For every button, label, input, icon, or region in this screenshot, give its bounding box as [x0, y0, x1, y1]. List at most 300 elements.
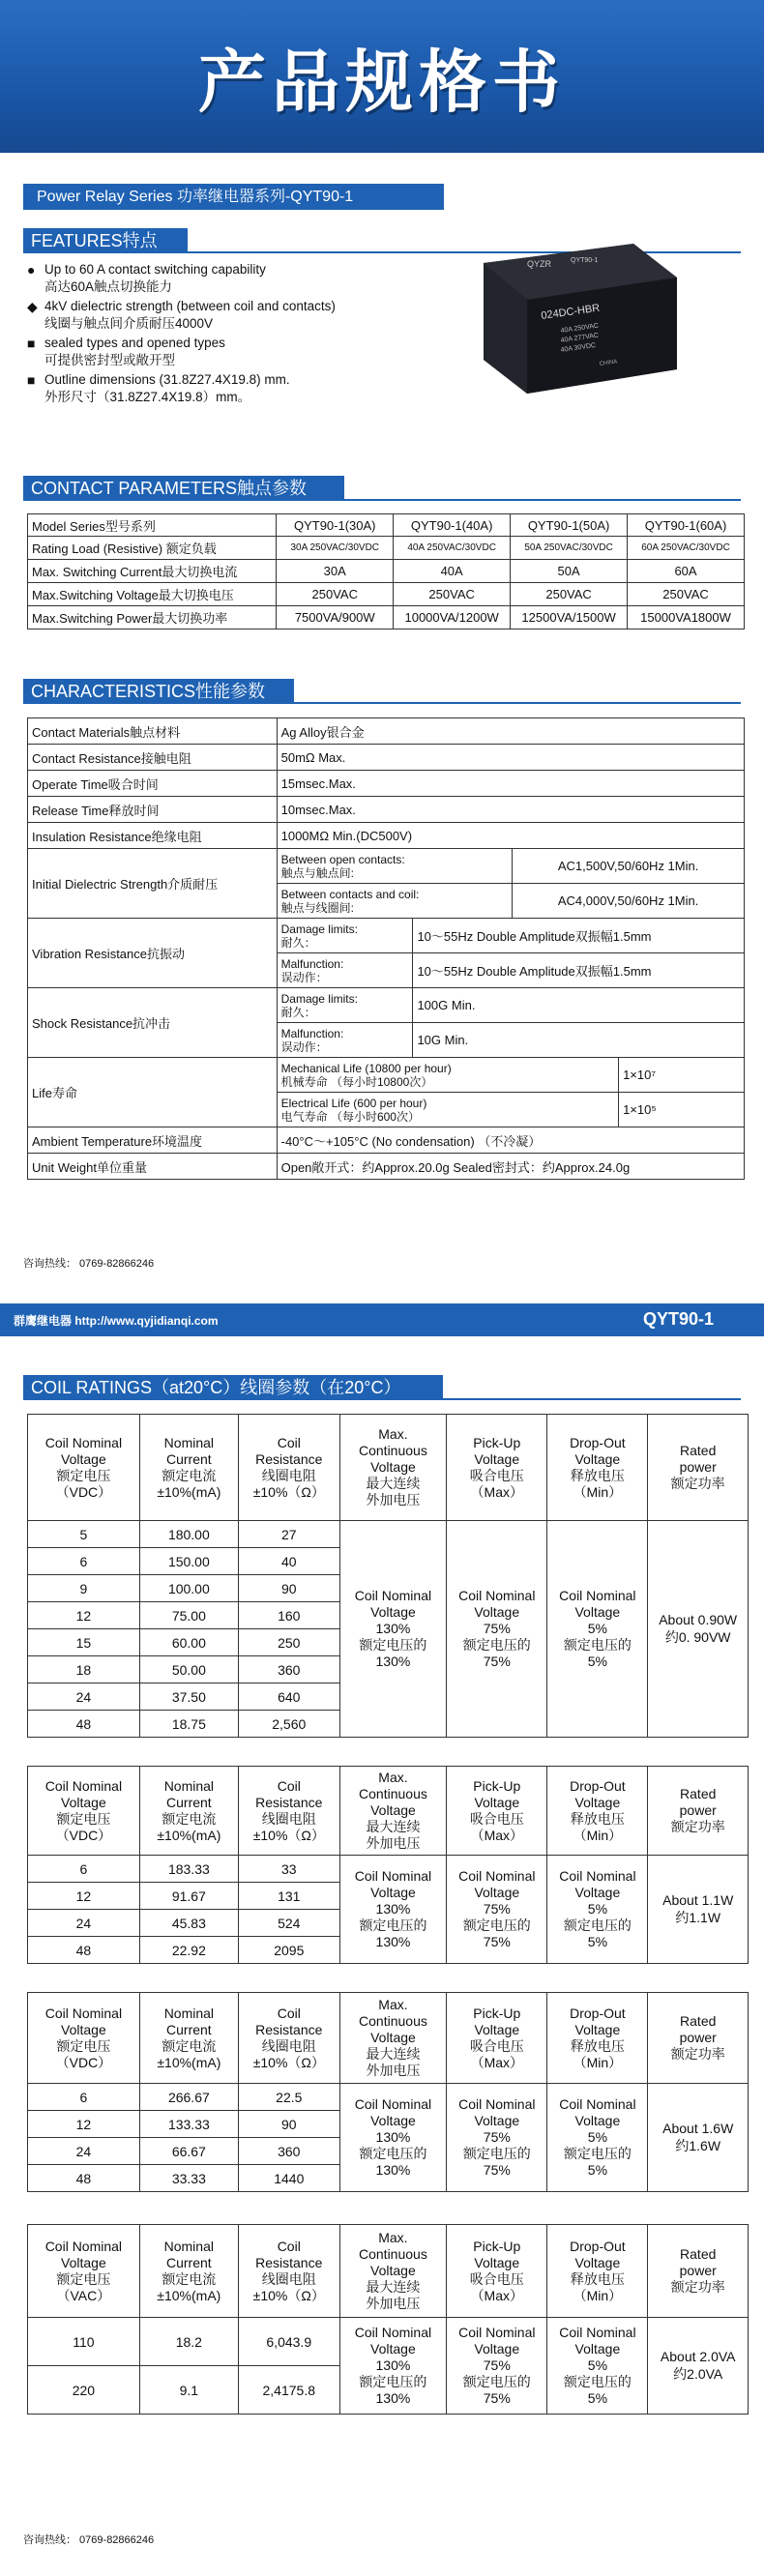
header-line: ±10%(mA) — [157, 2287, 221, 2303]
table-cell: 33 — [238, 1856, 339, 1883]
header-line: Nominal — [163, 1434, 215, 1450]
features-list — [27, 261, 453, 408]
table-cell: Unit Weight单位重量 — [28, 1154, 278, 1180]
coil-header: COIL RATINGS（at20°C）线圈参数（在20°C） — [23, 1375, 443, 1400]
column-header — [339, 1415, 447, 1521]
merged-cell — [547, 2084, 648, 2192]
header-line: ±10%(mA) — [157, 1483, 221, 1500]
table-cell: Initial Dielectric Strength介质耐压 — [28, 849, 278, 919]
cell-line: Coil Nominal — [458, 1868, 536, 1884]
cell-line: About 1.1W — [662, 1891, 734, 1908]
feature-cn: 外形尺寸（31.8Z27.4X19.8）mm。 — [44, 390, 251, 404]
header-line: Nominal — [163, 1777, 215, 1794]
column-header — [447, 1415, 547, 1521]
column-header — [447, 1993, 547, 2084]
table-row — [28, 1856, 749, 1883]
cell-line: 额定电压的 — [359, 1917, 427, 1933]
table-cell: 91.67 — [139, 1883, 238, 1910]
rated-power-cell — [648, 2318, 749, 2415]
header-line: 最大连续 — [366, 1819, 421, 1834]
table-row — [28, 514, 745, 537]
header-line: 外加电压 — [366, 1835, 421, 1851]
table-header-row — [28, 2225, 749, 2318]
cell-line: 130% — [375, 2162, 411, 2178]
cell-line: 额定电压的 — [563, 2374, 632, 2389]
cell-line: 130% — [375, 1621, 411, 1636]
bullet-icon: ● — [27, 262, 36, 278]
header-line: 额定电压 — [56, 1467, 111, 1483]
cell-line: Coil Nominal — [559, 1588, 636, 1603]
table-row — [28, 797, 745, 823]
relay-rating-1: 40A 250VAC — [560, 322, 600, 335]
column-header — [447, 1767, 547, 1856]
header-line: Continuous — [359, 2013, 427, 2029]
feature-cn: 高达60A触点切换能力 — [44, 279, 173, 294]
relay-model: QYT90-1 — [571, 257, 599, 264]
header-line: 最大连续 — [366, 1476, 421, 1491]
table-cell: 133.33 — [139, 2111, 238, 2138]
cell-line: 5% — [587, 2357, 608, 2373]
header-line: Coil — [277, 1777, 301, 1794]
hotline-text: 咨询热线： 0769-82866246 — [23, 1258, 155, 1270]
cell-line: 额定电压的 — [462, 2146, 531, 2161]
table-cell: 60A — [628, 560, 745, 583]
header-line: Resistance — [255, 2021, 323, 2037]
cell-line: 75% — [483, 1934, 511, 1949]
column-header — [547, 2225, 648, 2318]
table-cell: Vibration Resistance抗振动 — [28, 919, 278, 988]
header-line: Continuous — [359, 1443, 427, 1458]
cell-line: Coil Nominal — [458, 1588, 536, 1603]
table-row — [28, 919, 745, 953]
header-line: 释放电压 — [570, 2037, 625, 2054]
table-cell: Shock Resistance抗冲击 — [28, 988, 278, 1058]
table-row — [28, 745, 745, 771]
header-line: （VAC） — [56, 2287, 111, 2303]
header-line: 最大连续 — [366, 2279, 421, 2295]
table-cell: 9 — [28, 1575, 140, 1602]
table-cell: 1×10⁷ — [619, 1058, 745, 1093]
table-cell: Life寿命 — [28, 1058, 278, 1127]
header-line: 吸合电压 — [469, 2270, 524, 2287]
relay-rating-2: 40A 277VAC — [560, 332, 600, 344]
cell-line: 75% — [483, 1901, 511, 1917]
table-cell: QYT90-1(40A) — [394, 514, 511, 537]
header-line: Voltage — [61, 2254, 106, 2270]
table-cell: 266.67 — [139, 2084, 238, 2111]
header-line: Max. — [378, 1770, 408, 1785]
coil-table — [27, 1414, 749, 1738]
cell-line: Voltage — [474, 1885, 520, 1900]
table-cell: 183.33 — [139, 1856, 238, 1883]
rated-power-cell — [648, 1856, 749, 1964]
header-line: 外加电压 — [366, 2063, 421, 2078]
cell-line: 130% — [375, 1934, 411, 1949]
sub-label: 机械寿命 （每小时10800次） — [280, 1074, 433, 1089]
table-cell: 12 — [28, 2111, 140, 2138]
coil-table — [27, 2224, 749, 2415]
column-header — [648, 1993, 749, 2084]
table-cell — [277, 919, 413, 953]
column-header — [339, 1767, 447, 1856]
header-line: （Min） — [573, 1827, 623, 1843]
cell-line: 约1.6W — [675, 2137, 721, 2153]
footer-bar — [0, 1303, 764, 1336]
table-cell: 7500VA/900W — [277, 606, 394, 629]
contact-table — [27, 513, 745, 629]
page-title: 产品规格书 — [198, 44, 566, 120]
merged-cell — [547, 1521, 648, 1738]
table-cell: 37.50 — [139, 1683, 238, 1711]
cell-line: 约1.1W — [675, 1909, 721, 1925]
header-line: （VDC） — [55, 2054, 112, 2070]
column-header — [339, 1993, 447, 2084]
table-cell: Open敞开式：约Approx.20.0g Sealed密封式：约Approx.24.0g — [277, 1154, 744, 1180]
header-line: Rated — [680, 1443, 717, 1458]
sub-label: Malfunction: — [280, 956, 344, 971]
cell-line: Coil Nominal — [458, 2096, 536, 2112]
table-cell: 60A 250VAC/30VDC — [628, 537, 745, 560]
table-cell: 48 — [28, 2165, 140, 2192]
cell-line: 额定电压的 — [563, 1917, 632, 1933]
header-line: Nominal — [163, 2005, 215, 2021]
header-line: Current — [165, 2254, 212, 2270]
table-cell: 10～55Hz Double Amplitude双振幅1.5mm — [413, 953, 745, 988]
header-line: Coil — [277, 2238, 301, 2254]
bullet-icon: ■ — [27, 372, 36, 388]
cell-line: 约2.0VA — [673, 2365, 723, 2382]
header-line: 释放电压 — [570, 1467, 625, 1483]
rated-power-cell — [648, 2084, 749, 2192]
cell-line: 130% — [375, 2390, 411, 2406]
table-cell: 2,560 — [238, 1711, 339, 1738]
cell-line: Voltage — [370, 1604, 416, 1620]
coil-table — [27, 1766, 749, 1964]
header-line: ±10%（Ω） — [252, 2287, 325, 2303]
header-line: 额定功率 — [670, 1819, 725, 1834]
table-cell: 50A 250VAC/30VDC — [511, 537, 628, 560]
table-row — [28, 849, 745, 884]
table-cell: 2095 — [238, 1937, 339, 1964]
cell-line: 5% — [587, 1901, 608, 1917]
table-cell: 24 — [28, 1683, 140, 1711]
table-cell: 360 — [238, 2138, 339, 2165]
table-header-row — [28, 1767, 749, 1856]
sub-label: 耐久： — [280, 935, 316, 950]
sub-label: Between open contacts: — [280, 852, 405, 866]
table-cell — [277, 1058, 618, 1093]
table-cell: Ambient Temperature环境温度 — [28, 1127, 278, 1154]
merged-cell — [339, 2084, 447, 2192]
column-header — [547, 1767, 648, 1856]
table-cell: 10G Min. — [413, 1023, 745, 1058]
header-line: 吸合电压 — [469, 1810, 524, 1827]
cell-line: 5% — [587, 1654, 607, 1669]
column-header — [547, 1415, 648, 1521]
sub-label: Electrical Life (600 per hour) — [280, 1096, 427, 1110]
table-cell: 27 — [238, 1521, 339, 1548]
header-line: 外加电压 — [366, 2296, 421, 2311]
bullet-icon: ◆ — [27, 299, 38, 314]
coil-table — [27, 1992, 749, 2192]
header-line: Coil Nominal — [44, 2238, 123, 2254]
cell-line: Voltage — [474, 1604, 520, 1620]
cell-line: 130% — [375, 2129, 411, 2145]
cell-line: Coil Nominal — [559, 2325, 636, 2340]
header-line: Pick-Up — [473, 1777, 521, 1794]
header-line: Voltage — [61, 1450, 106, 1467]
header-line: （Max） — [470, 1483, 523, 1500]
header-line: ±10%(mA) — [157, 1827, 221, 1843]
sub-label: 触点与线圈间: — [280, 900, 354, 915]
header-line: Nominal — [163, 2238, 214, 2254]
table-cell: 100G Min. — [413, 988, 745, 1023]
header-line: 额定电压 — [56, 1810, 111, 1827]
header-line: Pick-Up — [473, 2238, 521, 2254]
merged-cell — [547, 1856, 648, 1964]
header-line: Resistance — [255, 1794, 323, 1810]
column-header — [139, 2225, 238, 2318]
table-cell: 131 — [238, 1883, 339, 1910]
header-line: 额定电压 — [56, 2270, 111, 2287]
table-cell: 150.00 — [139, 1548, 238, 1575]
table-cell: 40A 250VAC/30VDC — [394, 537, 511, 560]
table-cell: 24 — [28, 1910, 140, 1937]
table-cell — [277, 988, 413, 1023]
column-header — [547, 1993, 648, 2084]
table-cell: 250VAC — [511, 583, 628, 606]
header-line: 额定功率 — [670, 1476, 725, 1491]
column-header — [339, 2225, 447, 2318]
table-cell: Rating Load (Resistive) 额定负载 — [28, 537, 277, 560]
table-cell: 40 — [238, 1548, 339, 1575]
column-header — [238, 2225, 339, 2318]
table-cell: 524 — [238, 1910, 339, 1937]
hotline-text: 咨询热线： 0769-82866246 — [23, 2534, 155, 2546]
header-line: Resistance — [255, 1450, 323, 1467]
table-cell: 1000MΩ Min.(DC500V) — [277, 823, 744, 849]
header-line: Coil Nominal — [44, 2005, 123, 2021]
table-cell: 66.67 — [139, 2138, 238, 2165]
table-cell: 10000VA/1200W — [394, 606, 511, 629]
table-cell: 15msec.Max. — [277, 771, 744, 797]
header-line: Voltage — [61, 1794, 106, 1810]
header-line: Continuous — [359, 1786, 427, 1801]
column-header — [139, 1415, 238, 1521]
table-cell: 6,043.9 — [238, 2318, 339, 2366]
header-line: （Max） — [470, 2287, 524, 2303]
cell-line: 5% — [587, 1621, 607, 1636]
header-line: （VDC） — [55, 1483, 112, 1500]
cell-line: Voltage — [574, 1604, 621, 1620]
table-cell: Model Series型号系列 — [28, 514, 277, 537]
header-line: Voltage — [474, 2021, 520, 2037]
table-cell: 640 — [238, 1683, 339, 1711]
header-line: （Min） — [573, 2054, 623, 2070]
characteristics-divider — [23, 702, 741, 704]
table-cell: 250VAC — [277, 583, 394, 606]
header-line: 释放电压 — [570, 1810, 625, 1827]
cell-line: About 0.90W — [659, 1611, 738, 1627]
header-line: Coil — [277, 2005, 301, 2021]
header-line: power — [679, 2030, 717, 2045]
table-row — [28, 823, 745, 849]
company-url: 群鹰继电器 http://www.qyjidianqi.com — [14, 1314, 219, 1328]
rated-power-cell — [648, 1521, 749, 1738]
header-line: 线圈电阻 — [261, 2270, 316, 2287]
cell-line: Coil Nominal — [354, 1588, 432, 1603]
cell-line: Voltage — [370, 2341, 416, 2356]
table-cell: AC4,000V,50/60Hz 1Min. — [513, 884, 745, 919]
header-line: Rated — [680, 2013, 717, 2029]
header-line: 线圈电阻 — [261, 1810, 316, 1827]
column-header — [28, 1993, 140, 2084]
cell-line: 约0. 90VW — [664, 1628, 731, 1645]
feature-item — [27, 335, 453, 369]
header-line: Resistance — [255, 2254, 323, 2270]
feature-item — [27, 261, 453, 296]
header-line: 线圈电阻 — [261, 1467, 316, 1483]
header-line: ±10%（Ω） — [252, 1827, 325, 1843]
header-line: power — [679, 1459, 717, 1475]
cell-line: Voltage — [370, 1885, 416, 1900]
header-line: Continuous — [359, 2246, 427, 2262]
sub-label: Mechanical Life (10800 per hour) — [280, 1061, 452, 1075]
table-row — [28, 988, 745, 1023]
header-line: Voltage — [574, 2021, 621, 2037]
cell-line: Voltage — [370, 2113, 416, 2128]
cell-line: 130% — [375, 1654, 411, 1669]
cell-line: 75% — [483, 1621, 511, 1636]
table-cell — [277, 1093, 618, 1127]
table-cell: QYT90-1(30A) — [277, 514, 394, 537]
header-line: （Min） — [573, 2287, 623, 2303]
bullet-icon: ■ — [27, 336, 36, 351]
header-line: Drop-Out — [570, 1434, 626, 1450]
table-cell: 18 — [28, 1656, 140, 1683]
cell-line: 5% — [587, 2129, 608, 2145]
header-line: Voltage — [370, 2263, 416, 2278]
cell-line: Coil Nominal — [559, 2096, 636, 2112]
header-line: （Max） — [470, 2054, 524, 2070]
table-cell: 22.92 — [139, 1937, 238, 1964]
sub-label: Between contacts and coil: — [280, 887, 420, 901]
header-line: power — [679, 1802, 717, 1818]
table-cell: 12500VA/1500W — [511, 606, 628, 629]
column-header — [648, 1767, 749, 1856]
table-cell: 30A 250VAC/30VDC — [277, 537, 394, 560]
header-line: Voltage — [474, 2254, 520, 2270]
table-cell: 48 — [28, 1937, 140, 1964]
sub-label: 触点与触点间: — [280, 865, 354, 880]
table-row — [28, 771, 745, 797]
header-line: power — [679, 2263, 717, 2278]
header-line: 吸合电压 — [469, 1467, 524, 1483]
table-cell: 40A — [394, 560, 511, 583]
header-line: 额定电流 — [162, 1810, 217, 1827]
banner — [0, 0, 764, 153]
cell-line: 75% — [483, 2162, 511, 2178]
table-cell: 90 — [238, 2111, 339, 2138]
table-cell: Max. Switching Current最大切换电流 — [28, 560, 277, 583]
header-line: Voltage — [574, 2254, 621, 2270]
relay-rating-3: 40A 30VDC — [560, 341, 597, 354]
table-cell: 110 — [28, 2318, 140, 2366]
cell-line: 额定电压的 — [462, 1917, 531, 1933]
header-line: Voltage — [474, 1450, 520, 1467]
feature-cn: 线圈与触点间介质耐压4000V — [44, 316, 214, 331]
cell-line: 5% — [587, 2162, 608, 2178]
table-cell: 180.00 — [139, 1521, 238, 1548]
table-cell: Max.Switching Voltage最大切换电压 — [28, 583, 277, 606]
header-line: 额定电流 — [162, 2037, 217, 2054]
cell-line: Coil Nominal — [559, 1868, 636, 1884]
header-line: Max. — [378, 1426, 408, 1442]
table-row — [28, 583, 745, 606]
cell-line: Voltage — [474, 2113, 520, 2128]
header-line: ±10%（Ω） — [252, 2054, 325, 2070]
sub-label: 耐久： — [280, 1005, 316, 1019]
table-row — [28, 1127, 745, 1154]
table-cell: Release Time释放时间 — [28, 797, 278, 823]
header-line: Pick-Up — [473, 1434, 521, 1450]
table-cell: -40°C～+105°C (No condensation) （不冷凝） — [277, 1127, 744, 1154]
table-cell: 75.00 — [139, 1602, 238, 1629]
table-cell: 1440 — [238, 2165, 339, 2192]
header-line: 额定电流 — [162, 2270, 217, 2287]
table-cell: 50A — [511, 560, 628, 583]
merged-cell — [447, 2084, 547, 2192]
cell-line: 额定电压的 — [359, 1637, 427, 1653]
cell-line: 5% — [587, 1934, 608, 1949]
cell-line: Coil Nominal — [354, 2325, 432, 2340]
cell-line: 75% — [483, 2129, 511, 2145]
merged-cell — [447, 1521, 547, 1738]
table-cell: 45.83 — [139, 1910, 238, 1937]
header-line: Voltage — [574, 1794, 621, 1810]
merged-cell — [339, 1521, 447, 1738]
table-cell — [277, 1023, 413, 1058]
table-cell — [277, 884, 513, 919]
cell-line: 130% — [375, 1901, 411, 1917]
feature-en: Outline dimensions (31.8Z27.4X19.8) mm. — [44, 372, 290, 387]
characteristics-table — [27, 717, 745, 1180]
column-header — [648, 1415, 749, 1521]
table-row — [28, 1521, 749, 1548]
contact-header: CONTACT PARAMETERS触点参数 — [23, 476, 344, 501]
table-cell: 2,4175.8 — [238, 2366, 339, 2415]
column-header — [28, 2225, 140, 2318]
header-line: （Min） — [573, 1483, 623, 1500]
table-cell: 10～55Hz Double Amplitude双振幅1.5mm — [413, 919, 745, 953]
cell-line: 额定电压的 — [563, 1637, 632, 1653]
header-line: Voltage — [474, 1794, 520, 1810]
cell-line: 额定电压的 — [462, 1637, 531, 1653]
column-header — [238, 1415, 339, 1521]
feature-en: 4kV dielectric strength (between coil and contacts) — [44, 299, 336, 313]
cell-line: Voltage — [574, 2113, 621, 2128]
column-header — [447, 2225, 547, 2318]
merged-cell — [339, 2318, 447, 2415]
table-row — [28, 2084, 749, 2111]
table-cell: 6 — [28, 2084, 140, 2111]
table-cell: Contact Materials触点材料 — [28, 718, 278, 745]
header-line: 额定功率 — [670, 2046, 725, 2062]
header-line: 释放电压 — [570, 2270, 625, 2287]
table-cell: 250VAC — [394, 583, 511, 606]
sub-label: 误动作： — [280, 1039, 328, 1054]
table-cell: 18.2 — [139, 2318, 238, 2366]
